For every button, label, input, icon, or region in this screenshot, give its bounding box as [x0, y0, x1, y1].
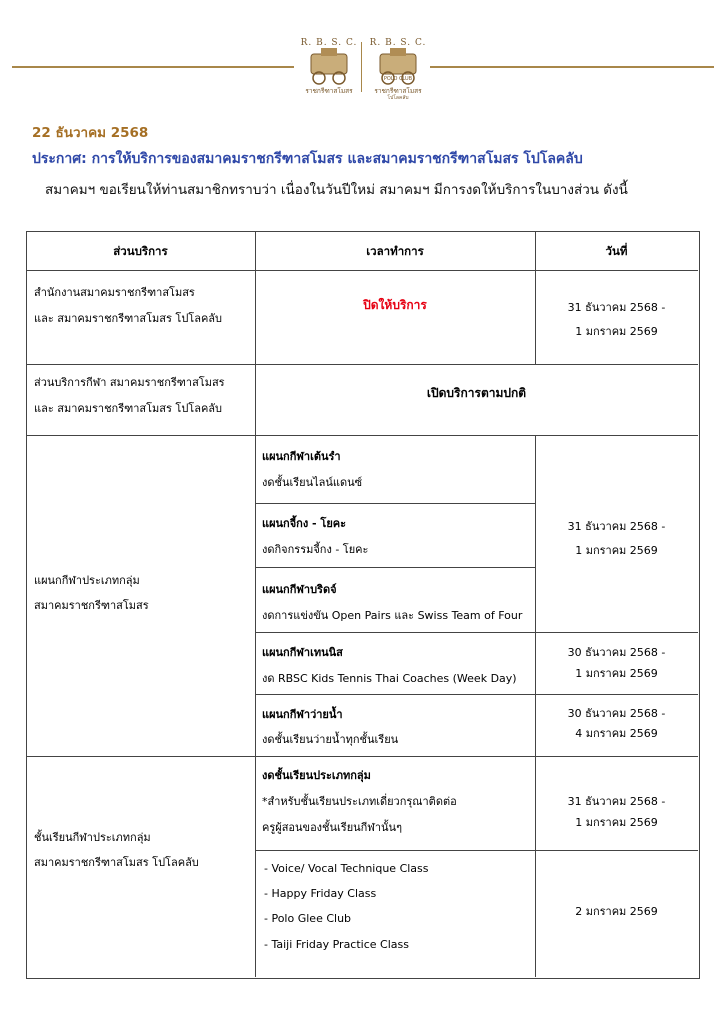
header-date: วันที่ — [605, 244, 628, 258]
tennis-date-line1: 30 ธันวาคม 2568 - — [567, 646, 666, 659]
class-item: - Polo Glee Club — [264, 912, 352, 925]
r1-status-closed: ปิดให้บริการ — [363, 298, 427, 312]
r1-service-line2: และ สมาคมราชกรีฑาสโมสร โปโลคลับ — [34, 312, 223, 325]
col-divider — [255, 435, 256, 977]
row-divider — [255, 503, 535, 504]
qigong-yoga-dept-detail: งดกิจกรรมจี้กง - โยคะ — [262, 543, 369, 556]
tennis-dept-detail: งด RBSC Kids Tennis Thai Coaches (Week Day) — [262, 672, 517, 685]
dance-dept-title: แผนกกีฬาเต้นรำ — [262, 450, 341, 463]
group-date-line2: 1 มกราคม 2569 — [575, 544, 658, 557]
group-class-note-line1: *สำหรับชั้นเรียนประเภทเดี่ยวกรุณาติดต่อ — [262, 795, 457, 808]
announcement-date: 22 ธันวาคม 2568 — [32, 125, 149, 141]
announcement-title: ประกาศ: การให้บริการของสมาคมราชกรีฑาสโมสร และสมาคมราชกรีฑาสโมสร โปโลคลับ — [32, 151, 583, 167]
class-item: - Happy Friday Class — [264, 887, 377, 900]
carriage-emblem-icon — [307, 48, 351, 86]
r3-service-line1: แผนกกีฬาประเภทกลุ่ม — [34, 574, 140, 587]
classes-date: 2 มกราคม 2569 — [575, 905, 658, 918]
swim-dept-detail: งดชั้นเรียนว่ายน้ำทุกชั้นเรียน — [262, 733, 399, 746]
logo-sub: POLO CLUB — [383, 76, 413, 82]
bridge-dept-detail: งดการแข่งขัน Open Pairs และ Swiss Team of Four — [262, 609, 523, 622]
row-divider — [26, 364, 698, 365]
r3-service-line2: สมาคมราชกรีฑาสโมสร — [34, 599, 149, 612]
rbsc-logo — [300, 38, 358, 98]
logo-name: ราชกรีฑาสโมสร — [305, 87, 353, 95]
class-item: - Taiji Friday Practice Class — [264, 938, 409, 951]
swim-dept-title: แผนกกีฬาว่ายน้ำ — [262, 708, 343, 721]
polo-club-logo — [369, 38, 427, 101]
group-class-title: งดชั้นเรียนประเภทกลุ่ม — [262, 769, 371, 782]
header-service: ส่วนบริการ — [113, 244, 168, 258]
logo-divider — [361, 42, 362, 92]
logo-name: ราชกรีฑาสโมสร — [374, 87, 422, 95]
announcement-intro: สมาคมฯ ขอเรียนให้ท่านสมาชิกทราบว่า เนื่องในวันปีใหม่ สมาคมฯ มีการงดให้บริการในบางส่วน ดังนี้ — [45, 182, 628, 198]
bridge-dept-title: แผนกกีฬาบริดจ์ — [262, 583, 337, 596]
group-class-note-line2: ครูผู้สอนของชั้นเรียนกีฬานั้นๆ — [262, 821, 402, 834]
tennis-date-line2: 1 มกราคม 2569 — [575, 667, 658, 680]
r4-service-line1: ชั้นเรียนกีฬาประเภทกลุ่ม — [34, 831, 151, 844]
r1-date-line1: 31 ธันวาคม 2568 - — [567, 301, 666, 314]
r2-service-line1: ส่วนบริการกีฬา สมาคมราชกรีฑาสโมสร — [34, 376, 225, 389]
row-divider — [255, 694, 698, 695]
r1-date-line2: 1 มกราคม 2569 — [575, 325, 658, 338]
header-rule-left — [12, 66, 294, 68]
row-divider — [255, 632, 698, 633]
logo-abbr: R. B. S. C. — [369, 38, 427, 48]
row-divider — [255, 850, 698, 851]
r4-service-line2: สมาคมราชกรีฑาสโมสร โปโลคลับ — [34, 856, 199, 869]
r2-service-line2: และ สมาคมราชกรีฑาสโมสร โปโลคลับ — [34, 402, 223, 415]
row-divider — [26, 435, 698, 436]
qigong-yoga-dept-title: แผนกจี้กง - โยคะ — [262, 517, 347, 530]
header-rule-right — [430, 66, 714, 68]
class-item: - Voice/ Vocal Technique Class — [264, 862, 429, 875]
logo-tag: โปโลคลับ — [387, 95, 409, 101]
r2-status-open: เปิดบริการตามปกติ — [426, 386, 527, 400]
swim-date-line1: 30 ธันวาคม 2568 - — [567, 707, 666, 720]
group-class-date-line2: 1 มกราคม 2569 — [575, 816, 658, 829]
group-class-date-line1: 31 ธันวาคม 2568 - — [567, 795, 666, 808]
header-hours: เวลาทำการ — [366, 244, 424, 258]
row-divider — [26, 756, 698, 757]
dance-dept-detail: งดชั้นเรียนไลน์แดนซ์ — [262, 476, 363, 489]
tennis-dept-title: แผนกกีฬาเทนนิส — [262, 646, 343, 659]
row-divider — [26, 270, 698, 271]
r1-service-line1: สำนักงานสมาคมราชกรีฑาสโมสร — [34, 286, 195, 299]
row-divider — [255, 567, 535, 568]
group-date-line1: 31 ธันวาคม 2568 - — [567, 520, 666, 533]
swim-date-line2: 4 มกราคม 2569 — [575, 727, 658, 740]
logo-abbr: R. B. S. C. — [300, 38, 358, 48]
